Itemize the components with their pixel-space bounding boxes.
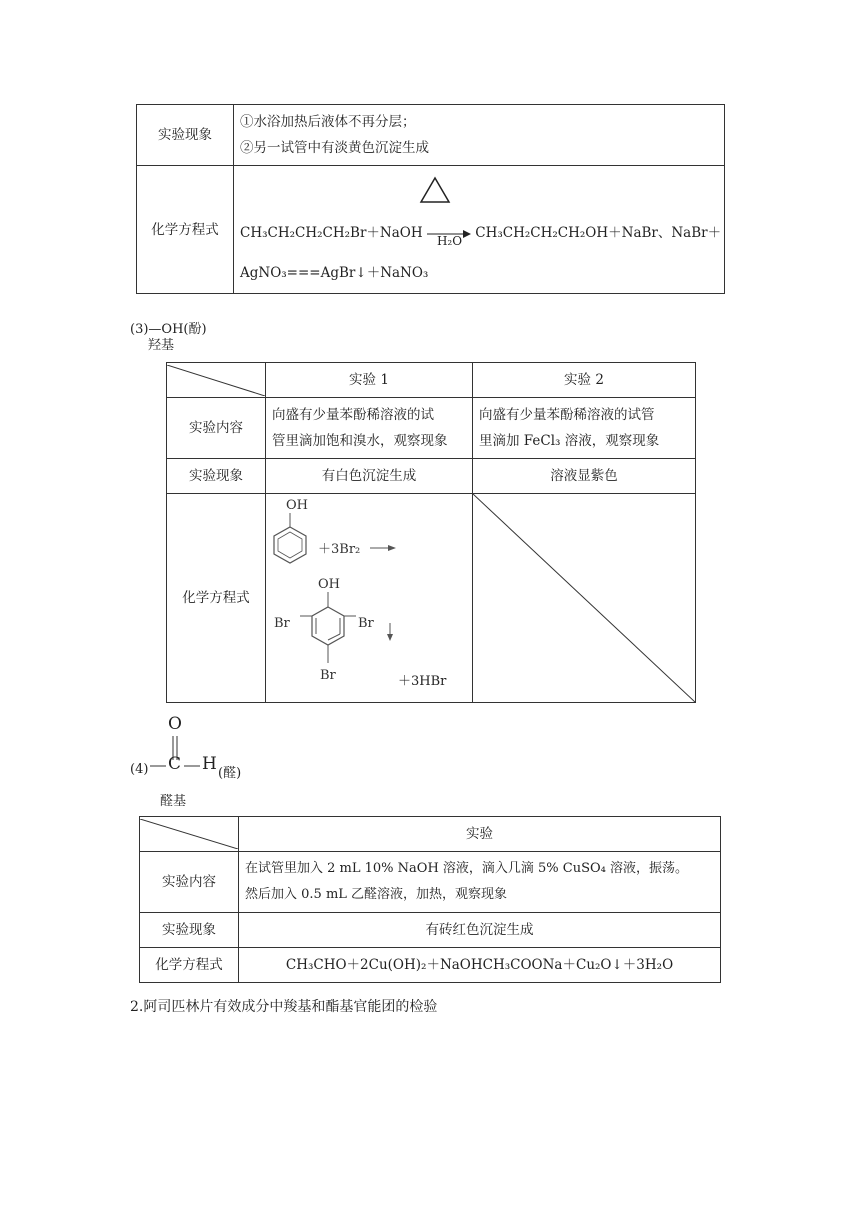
oxygen-label: O (168, 714, 182, 734)
phenol-equation-cell (266, 494, 473, 703)
diagonal-header-cell (167, 363, 266, 398)
product-oh-label: OH (318, 577, 340, 592)
content-cell-2: 向盛有少量苯酚稀溶液的试管 里滴加 FeCl₃ 溶液，观察现象 (473, 398, 696, 459)
equation-label: 化学方程式 (167, 494, 266, 703)
col-header-2: 实验 2 (473, 363, 696, 398)
phenomenon-cell-2: 溶液显紫色 (473, 459, 696, 494)
phenomenon-label: 实验现象 (167, 459, 266, 494)
bromine-reagent: ＋3Br₂ (318, 542, 361, 557)
equation-right: CH₃CH₂CH₂CH₂OH＋NaBr、NaBr＋ (475, 225, 722, 241)
phenomenon-cell: 有砖红色沉淀生成 (239, 913, 721, 948)
reaction-arrow (427, 220, 471, 246)
section-4-prefix: (4) (130, 762, 149, 777)
equation-label: 化学方程式 (137, 166, 234, 294)
col-header: 实验 (239, 817, 721, 852)
content-cell-1: 向盛有少量苯酚稀溶液的试 管里滴加饱和溴水，观察现象 (266, 398, 473, 459)
equation-cell (234, 166, 725, 294)
equation-cell: CH₃CHO＋2Cu(OH)₂＋NaOHCH₃COONa＋Cu₂O↓＋3H₂O (239, 948, 721, 983)
carbon-label: C (168, 754, 182, 774)
table-phenol-test (166, 362, 696, 703)
phenomenon-label: 实验现象 (137, 105, 234, 166)
br-bottom-label: Br (320, 668, 336, 683)
phenomenon-line-1: ①水浴加热后液体不再分层； (240, 114, 416, 130)
table-aldehyde-test (139, 816, 721, 983)
aldehyde-structure (130, 714, 260, 784)
diagonal-header-cell (140, 817, 239, 852)
empty-diagonal-cell (473, 494, 696, 703)
equation-label: 化学方程式 (140, 948, 239, 983)
table-halide-test (136, 104, 725, 294)
phenomenon-line-2: ②另一试管中有淡黄色沉淀生成 (240, 140, 429, 156)
phenol-oh-label: OH (286, 498, 308, 513)
equation-line-2: AgNO₃===AgBr↓＋NaNO₃ (240, 265, 429, 281)
phenomenon-label: 实验现象 (140, 913, 239, 948)
col-header-1: 实验 1 (266, 363, 473, 398)
arrow-condition: H₂O (436, 234, 463, 248)
br-right-label: Br (358, 616, 374, 631)
br-left-label: Br (274, 616, 290, 631)
section-2-heading: 2.阿司匹林片有效成分中羧基和酯基官能团的检验 (130, 999, 438, 1015)
hbr-product: ＋3HBr (398, 674, 447, 689)
section-3-heading: (3)—OH(酚) (130, 322, 207, 337)
hydrogen-label: H (202, 754, 217, 774)
content-label: 实验内容 (140, 852, 239, 913)
section-3-subheading: 羟基 (148, 338, 175, 353)
phenomenon-cell (234, 105, 725, 166)
section-4-subheading: 醛基 (160, 794, 187, 809)
content-label: 实验内容 (167, 398, 266, 459)
phenomenon-cell-1: 有白色沉淀生成 (266, 459, 473, 494)
heat-triangle-icon (419, 176, 451, 204)
phenol-bromination-structures (266, 495, 472, 701)
section-4-suffix: (醛) (218, 766, 242, 781)
equation-left: CH₃CH₂CH₂CH₂Br＋NaOH (240, 225, 423, 241)
content-cell: 在试管里加入 2 mL 10% NaOH 溶液，滴入几滴 5% CuSO₄ 溶液，振荡。 然后加入 0.5 mL 乙醛溶液，加热，观察现象 (239, 852, 721, 913)
